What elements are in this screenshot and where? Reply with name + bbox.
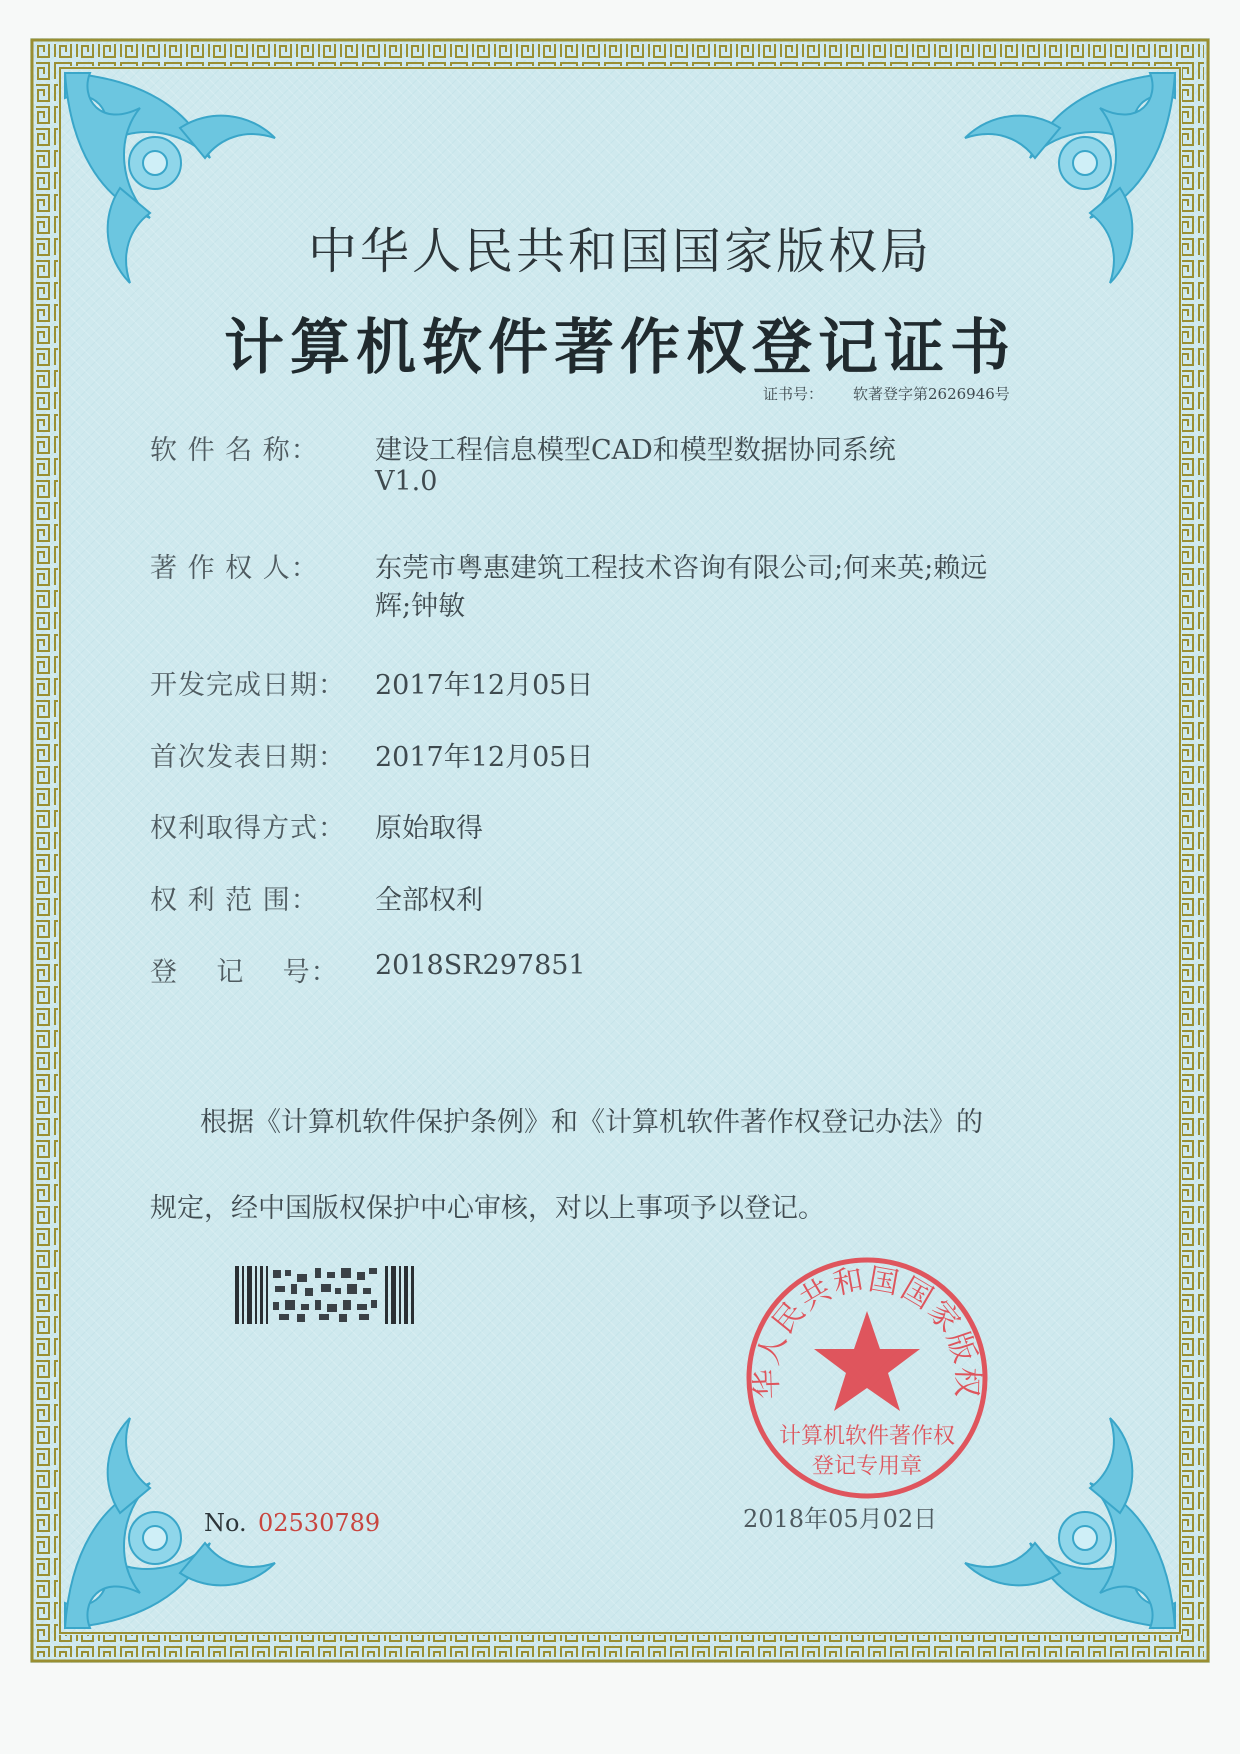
seal-inner-line-2: 登记专用章 (811, 1454, 923, 1479)
field-value-completion-date: 2017年12月05日 (375, 670, 594, 701)
field-label-rights-scope: 权 利 范 围： (150, 885, 319, 916)
field-value-rights-scope: 全部权利 (375, 885, 483, 916)
field-value-registration-number: 2018SR297851 (375, 950, 586, 981)
cert-number-label: 证书号： (763, 385, 824, 403)
field-value-software-name: 建设工程信息模型CAD和模型数据协同系统 (375, 435, 896, 466)
field-label-acquisition-method: 权利取得方式： (150, 813, 346, 844)
certificate-title: 计算机软件著作权登记证书 (224, 313, 1016, 383)
statement-line-1: 根据《计算机软件保护条例》和《计算机软件著作权登记办法》的 (200, 1107, 983, 1138)
cert-number-value: 软著登字第2626946号 (853, 385, 1010, 403)
field-value-copyright-owner-cont: 辉;钟敏 (375, 591, 466, 622)
seal-outer-text: 华人民共和国国家版权 (749, 1261, 985, 1400)
field-label-publish-date: 首次发表日期： (150, 742, 346, 773)
field-value-publish-date: 2017年12月05日 (375, 742, 594, 773)
field-label-copyright-owner: 著 作 权 人： (150, 553, 319, 584)
field-label-completion-date: 开发完成日期： (150, 670, 346, 701)
field-value-copyright-owner: 东莞市粤惠建筑工程技术咨询有限公司;何来英;赖远 (375, 553, 988, 584)
seal-star-icon (814, 1311, 920, 1411)
seal-inner-line-1: 计算机软件著作权 (778, 1424, 956, 1449)
field-value-acquisition-method: 原始取得 (375, 813, 483, 844)
statement-line-2: 规定，经中国版权保护中心审核，对以上事项予以登记。 (150, 1193, 825, 1224)
serial-number-value: 02530789 (258, 1509, 381, 1537)
serial-number-label: No. (204, 1509, 247, 1537)
field-value-software-version: V1.0 (375, 466, 438, 497)
certificate-sheet (30, 38, 1210, 1663)
barcode-image (235, 1266, 415, 1324)
issuer-heading: 中华人民共和国国家版权局 (307, 223, 932, 280)
corner-ornament-bottom-left (60, 1383, 310, 1633)
field-label-software-name: 软 件 名 称： (150, 435, 319, 466)
field-label-registration-number: 登 记 号： (150, 957, 339, 988)
official-seal (742, 1253, 992, 1503)
issue-date: 2018年05月02日 (743, 1505, 938, 1533)
